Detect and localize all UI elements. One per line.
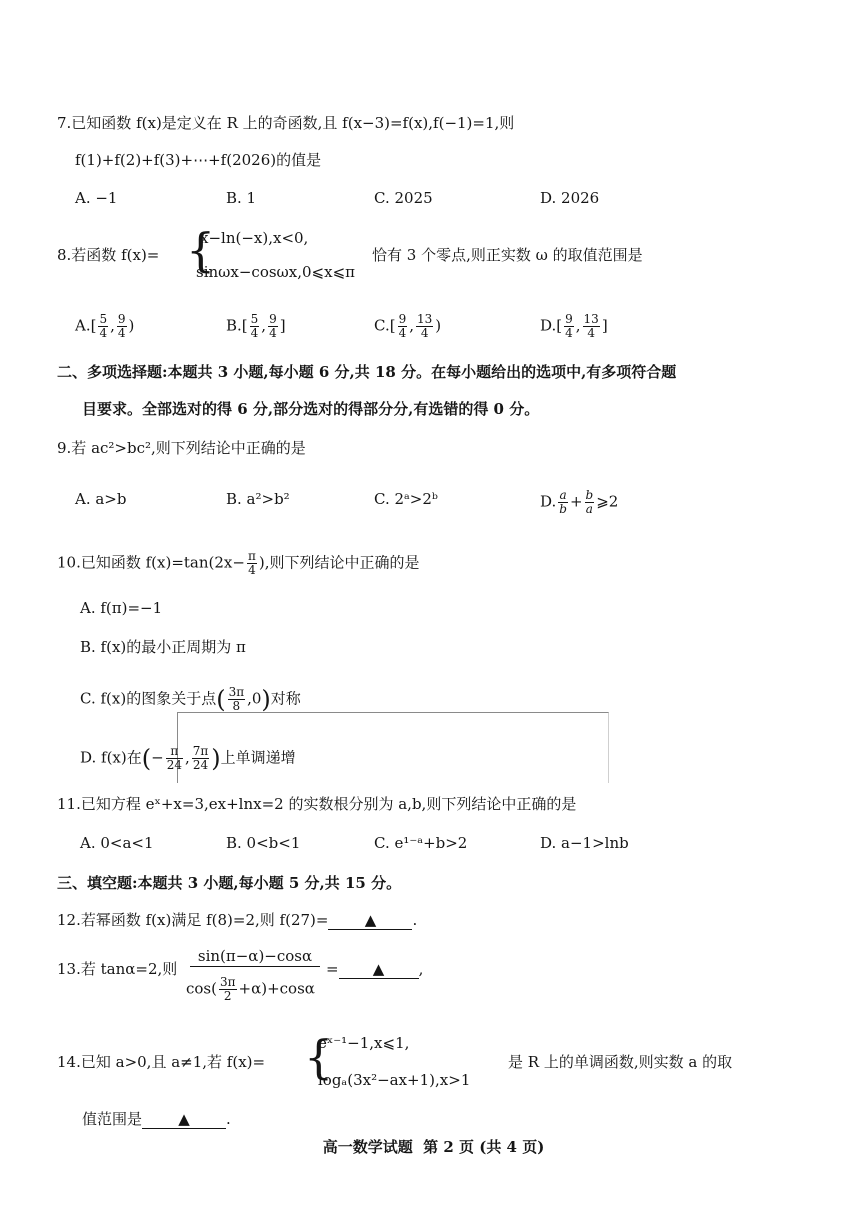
q13-lead: 13.若 tanα=2,则 <box>57 960 178 978</box>
q14-answer-blank[interactable] <box>142 1110 226 1129</box>
q8-option-d: D.[ $\frac{9}{4}$ , $\frac{13}{4}$ ] <box>540 312 608 340</box>
q14-tail: 是 R 上的单调函数,则实数 a 的取 <box>508 1053 733 1071</box>
q7-stem-line1: 7.已知函数 f(x)是定义在 R 上的奇函数,且 f(x−3)=f(x),f(−1)=1,则 <box>57 114 515 132</box>
q11-option-d: D. a−1>lnb <box>540 834 629 852</box>
q11-option-a: A. 0<a<1 <box>80 834 154 852</box>
q7-option-b: B. 1 <box>226 189 257 207</box>
q11-stem: 11.已知方程 eˣ+x=3,ex+lnx=2 的实数根分别为 a,b,则下列结论中正确的是 <box>57 795 577 813</box>
q12-line: 12.若幂函数 f(x)满足 f(8)=2,则 f(27)= ▲ . <box>57 911 418 929</box>
q11-option-b: B. 0<b<1 <box>226 834 301 852</box>
q9-option-d: D. $\frac{a}{b}$ + $\frac{b}{a}$ ⩾2 <box>540 488 619 516</box>
triangle-icon: ▲ <box>364 911 377 929</box>
q12-answer-blank[interactable] <box>328 911 412 930</box>
q8-option-b: B.[ $\frac{5}{4}$ , $\frac{9}{4}$ ] <box>226 312 286 340</box>
q8-piece1: x−ln(−x),x<0, <box>200 229 309 247</box>
q8-option-a: A.[ $\frac{5}{4}$ , $\frac{9}{4}$ ) <box>75 312 135 340</box>
q7-option-c: C. 2025 <box>374 189 433 207</box>
triangle-icon: ▲ <box>372 960 385 978</box>
q8-tail: 恰有 3 个零点,则正实数 ω 的取值范围是 <box>372 246 643 264</box>
q10-option-a: A. f(π)=−1 <box>80 599 163 617</box>
q14-lead: 14.已知 a>0,且 a≠1,若 f(x)= <box>57 1053 266 1071</box>
q8-brace: { <box>186 223 216 277</box>
section2-heading-line1: 二、多项选择题:本题共 3 小题,每小题 6 分,共 18 分。在每小题给出的选项中,有多项符合题 <box>57 363 677 381</box>
q13-denominator: cos( $\frac{3\pi}{2}$ +α)+cosα <box>186 975 315 1003</box>
section2-heading-line2: 目要求。全部选对的得 6 分,部分选对的得部分分,有选错的得 0 分。 <box>82 400 540 418</box>
q8-option-c: C.[ $\frac{9}{4}$ , $\frac{13}{4}$ ) <box>374 312 442 340</box>
q10-option-d: D. f(x)在(− $\frac{\pi}{24}$ , $\frac{7\pi}{24}$ )上单调递增 <box>80 744 296 773</box>
q11-option-c: C. e¹⁻ᵃ+b>2 <box>374 834 468 852</box>
q8-piece2: sinωx−cosωx,0⩽x⩽π <box>196 263 356 281</box>
triangle-icon: ▲ <box>178 1110 190 1128</box>
q14-piece1: eˣ⁻¹−1,x⩽1, <box>318 1034 410 1052</box>
q7-stem-line2: f(1)+f(2)+f(3)+⋯+f(2026)的值是 <box>75 151 322 169</box>
q14-piece2: logₐ(3x²−ax+1),x>1 <box>318 1071 471 1089</box>
q9-option-c: C. 2ᵃ>2ᵇ <box>374 490 438 508</box>
q14-line2: 值范围是 ▲ . <box>82 1110 231 1128</box>
q13-answer-blank[interactable] <box>339 960 419 979</box>
q7-option-d: D. 2026 <box>540 189 600 207</box>
q10-stem: 10.已知函数 f(x)=tan(2x− $\frac{\pi}{4}$ ),则下列结论中正确的是 <box>57 549 420 577</box>
q13-numerator: sin(π−α)−cosα <box>190 946 320 967</box>
q9-stem: 9.若 ac²>bc²,则下列结论中正确的是 <box>57 439 306 457</box>
q10-option-b: B. f(x)的最小正周期为 π <box>80 638 246 656</box>
q14-brace: { <box>304 1030 334 1084</box>
q8-lead: 8.若函数 f(x)= <box>57 246 160 264</box>
page-footer: 高一数学试题 第 2 页 (共 4 页) <box>322 1138 545 1156</box>
q9-option-a: A. a>b <box>75 490 127 508</box>
q7-option-a: A. −1 <box>75 189 118 207</box>
section3-heading: 三、填空题:本题共 3 小题,每小题 5 分,共 15 分。 <box>57 874 402 892</box>
q13-answer: = ▲ , <box>326 960 424 978</box>
q10-option-c: C. f(x)的图象关于点( $\frac{3\pi}{8}$ ,0)对称 <box>80 685 301 714</box>
q9-option-b: B. a²>b² <box>226 490 290 508</box>
